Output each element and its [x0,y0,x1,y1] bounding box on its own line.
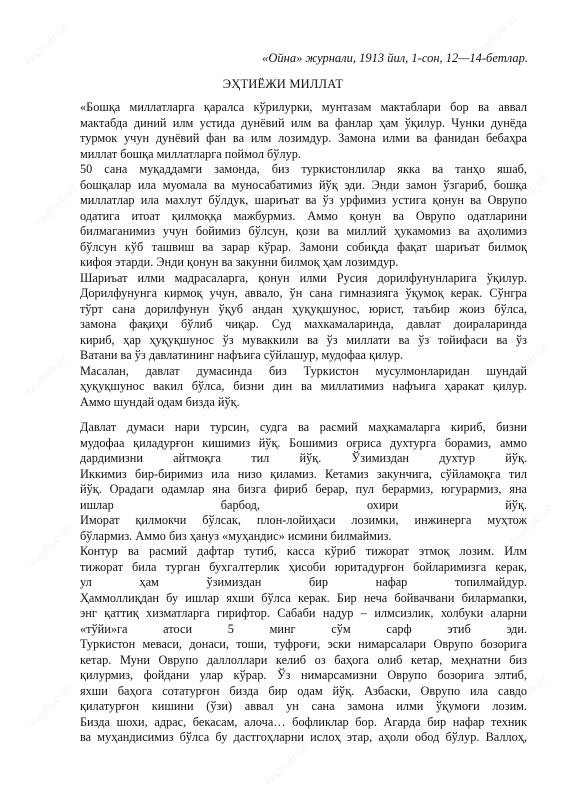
watermark: Faylhub.uz [33,182,80,229]
text-line: миллат бошқа миллатларга поймол бўлур. [80,146,301,161]
watermark: Faylhub.uz [473,12,520,59]
text-line: миллатлар ила махлут бўлдук, шариъат ва ўз урфимиз устига қонун ва Оврупо [80,193,527,207]
text-line: 50 сана муқаддамги замонда, биз туркистонлилар якка ва танҳо яшаб, [80,162,527,176]
text-line: Дорилфунунга кирмоқ учун, аввало, ўн сана гимназияга ўқумоқ керак. Сўнгра [80,286,527,300]
text-line: турмок учун дунёвий фан ва илм лозимдур. Замона илми ва фанидан бебаҳра [80,131,527,145]
text-line: Аммо шундай одам бизда йўқ. [80,394,240,409]
watermark: Faylhub.uz [23,352,70,399]
text-line: одатига итоат қилмоққа мажбурмиз. Аммо қонун ва Оврупо одатларини [80,208,527,223]
text-line: Ҳаммоллиқдан бу ишлар яхши бўлса керак. Бир неча бойвачвани билармanки, [80,590,527,605]
body-text [80,100,527,746]
text-line: тўрт сана дорилфунун ўқуб андан ҳуқуқшунос, юрист, таъбир жоиз бўлса, [80,301,527,316]
text-line: дардимизни айтмоқга тил йўқ. Ўзимиздан духтур йўқ. [80,451,527,465]
text-line: Туркистон меваси, донаси, тоши, туфроғи, эски нимарсалари Оврупо бозорига [80,637,527,651]
paragraph [80,100,527,410]
text-line: энг қаттиқ хизматларга гирифтор. Сабаби надур – илмсизлик, холбуки аларни [80,606,527,620]
text-line: ул ҳам ўзимиздан бир нафар топилмайдур. [80,575,527,589]
text-line: Давлат думаси нари турсин, судга ва расмий маҳкамаларга кириб, бизни [80,420,527,434]
watermark: Faylhub.uz [263,742,310,789]
text-line: қилурмиз, фойдани улар кўрар. Ўз нимарсамизни Оврупо бозорига элтиб, [80,668,527,682]
watermark: Faylhub.uz [508,502,555,549]
text-line: Иморат қилмокчи бўлсак, плон-лойиҳаси лозимки, инжинерга муҳтож [80,513,527,527]
text-line: бошқалар ила муомала ва муносабатимиз йўқ эди. Энди замон ўзгариб, бошқа [80,177,527,192]
text-line: кириб, ҳар ҳуқуқшунос ўз муваккили ва ўз миллати ва ўз тойифаси ва ўз [80,332,527,347]
source-citation: «Ойна» журнали, 1913 йил, 1-сон, 12—14-бетлар. [262,51,528,65]
text-line: «Бошқа миллатларга қаралса кўрилурки, мунтазам мактаблари бор ва аввал [80,100,527,114]
text-line: Шариъат илми мадрасаларга, қонун илми Русия дорилфунунларига ўқилур. [80,270,527,285]
watermark: Faylhub.uz [28,522,75,569]
text-line: кетар. Муни Оврупо даллоллари келиб оз баҳога олиб кетар, меҳнатни биз [80,652,527,667]
paragraph [80,420,527,746]
watermark: Faylhub.uz [28,682,75,729]
text-line: яхши баҳога сотатурғон бизда бир одам йўқ. Азбаски, Оврупо ила савдо [80,683,527,698]
text-line: мудофаа қиладурғон кишимиз йўқ. Бошимиз оғриса духтурга борамиз, аммо [80,435,527,450]
text-line: ҳуқуқшунос вакил бўлса, бизни дин ва миллатимиз нафъига ҳаракат қилур. [80,379,527,393]
text-line: мактабда диний илм устида дунёвий илм ва фанлар ҳам ўқилур. Чунки дунёда [80,115,527,130]
document-title: ЭҲТИЁЖИ МИЛЛАТ [222,77,344,91]
text-line: Контур ва расмий дафтар тутиб, касса кўриб тижорат этмоқ лозим. Илм [80,544,527,558]
watermark: Faylhub.uz [23,22,70,69]
text-line: ишлар барбод, охири йўқ. [80,497,527,512]
text-line: билмаганимиз учун бойимиз бўлсун, қози ва миллий ҳукамомиз ва аҳолимиз [80,224,527,238]
text-line: Иккимиз бир-биримиз ила низо қиламиз. Кетамиз закунчига, сўйламоқга тил [80,466,527,481]
watermark: Faylhub.uz [503,342,550,389]
watermark: Faylhub.uz [503,672,550,719]
text-line: қилатурғон кишини (ўзи) аввал ун сана замона илми ўқумоғи лозим. [80,699,527,713]
text-line: замона фақиҳи бўлиб чиқар. Суд махкамаларинда, давлат доираларинда [80,317,527,331]
text-line: Бизда шохи, адрас, бекасам, алоча… бофликлар бор. Агарда бир нафар техник [80,714,527,729]
paragraph-gap [80,410,527,420]
text-line: йўқ. Орадаги одамлар яна бизга фириб берар, пул берармиз, югурармиз, яна [80,482,527,496]
text-line: Масалан, давлат думасинда биз Туркистон мусулмонларидан шундай [80,363,527,378]
text-line: ва муҳандисимиз бўлса бу дастгоҳларни ислоҳ этар, аҳоли обод бўлур. Валлоҳ, [80,730,527,744]
text-line: «тўйи»га атоси 5 минг сўм сарф этиб эди. [80,621,527,636]
text-line: бўлармиз. Аммо биз ҳануз «муҳандис» исмини билмаймиз. [80,528,392,543]
text-line: кифоя этарди. Энди қонун ва закунни билмоқ ҳам лозимдур. [80,255,399,269]
text-line: Ватани ва ўз давлатининг нафъига сўйлашур, мудофаа қилур. [80,348,404,362]
text-line: бўлсун кўб ташвиш ва зарар кўрар. Замони собиқда фақат шариъат билмоқ [80,239,527,254]
text-line: тижорат била турган бухгалтерлик ҳисоби юритадурғон бойларимизга керак, [80,559,527,574]
watermark: Faylhub.uz [503,172,550,219]
